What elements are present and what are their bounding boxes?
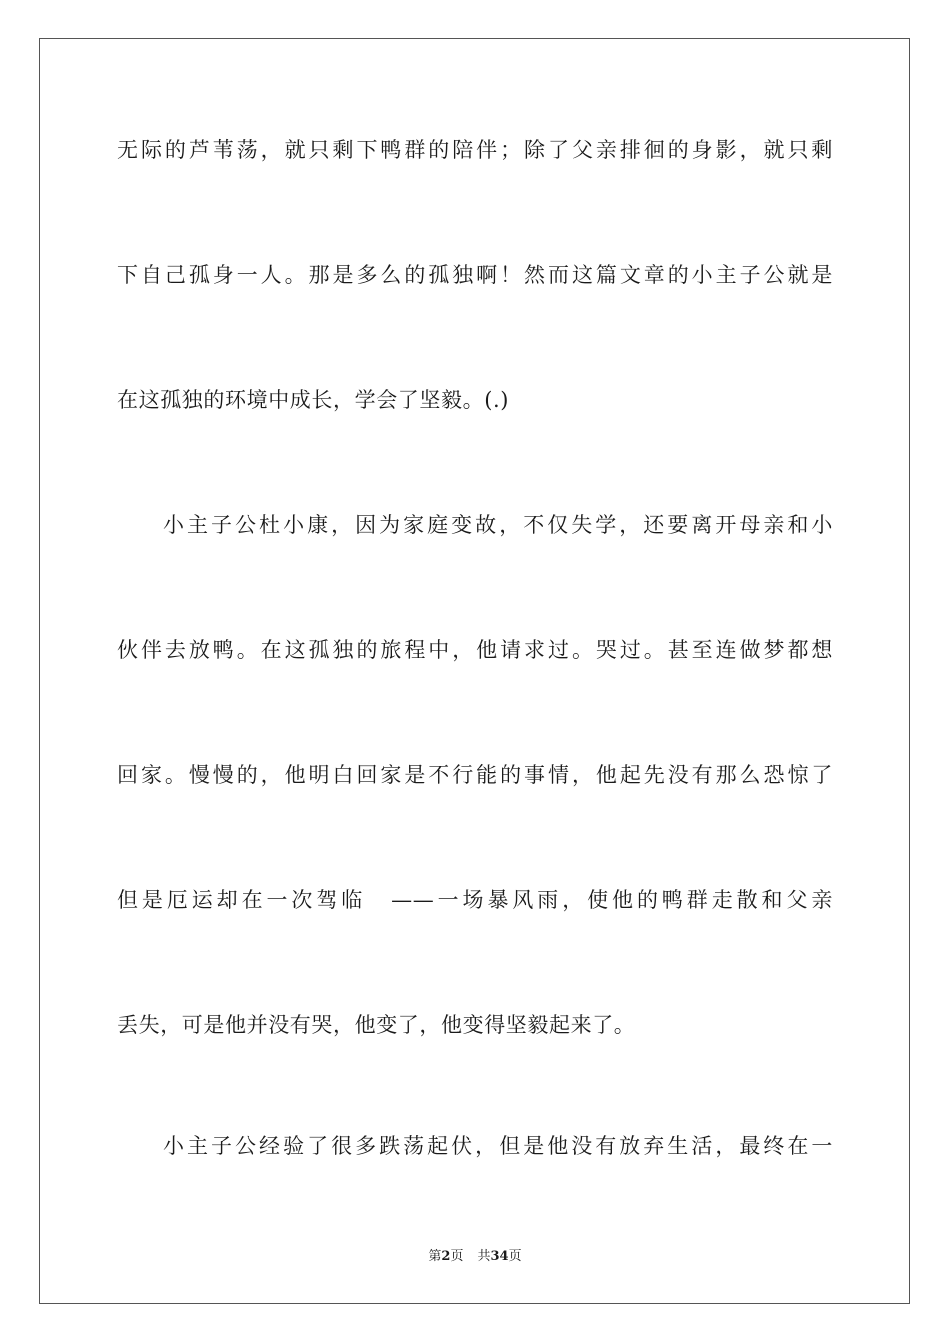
page-number: 2 xyxy=(441,1249,451,1264)
text-line: 回家。慢慢的，他明白回家是不行能的事情，他起先没有那么恐惊了 xyxy=(117,763,833,787)
total-prefix: 共 xyxy=(477,1249,491,1264)
paragraph-first-line: 小主子公杜小康，因为家庭变故，不仅失学，还要离开母亲和小 xyxy=(163,513,833,537)
page-border xyxy=(39,38,910,1304)
total-suffix: 页 xyxy=(508,1249,522,1264)
paragraph-first-line: 小主子公经验了很多跌荡起伏，但是他没有放弃生活，最终在一 xyxy=(163,1134,833,1158)
total-pages: 34 xyxy=(490,1249,509,1264)
text-line: 下自己孤身一人。那是多么的孤独啊！然而这篇文章的小主子公就是 xyxy=(117,263,833,287)
page-prefix: 第 xyxy=(428,1249,442,1264)
text-line: 在这孤独的环境中成长，学会了坚毅。(.) xyxy=(117,388,510,412)
text-line: 但是厄运却在一次驾临 ——一场暴风雨，使他的鸭群走散和父亲 xyxy=(117,888,833,912)
text-line: 伙伴去放鸭。在这孤独的旅程中，他请求过。哭过。甚至连做梦都想 xyxy=(117,638,833,662)
page-suffix: 页 xyxy=(450,1249,464,1264)
text-line: 无际的芦苇荡，就只剩下鸭群的陪伴；除了父亲排徊的身影，就只剩 xyxy=(117,138,833,162)
page-footer xyxy=(0,1248,950,1266)
text-line: 丢失，可是他并没有哭，他变了，他变得坚毅起来了。 xyxy=(117,1013,636,1037)
